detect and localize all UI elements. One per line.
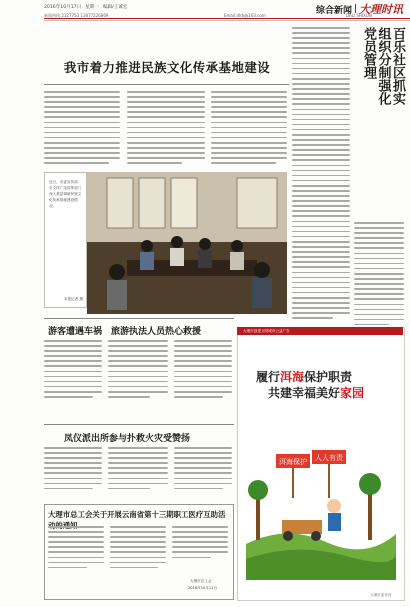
- photo-caption-box: [44, 172, 87, 308]
- poster-footer: 大理市委宣传: [370, 593, 392, 597]
- divider: [44, 84, 289, 85]
- photo-byline: 本报记者 摄: [63, 297, 83, 301]
- article-column: [44, 340, 102, 401]
- poster-top-bar: 大理市创建文明城市公益广告: [237, 327, 403, 335]
- poster-line-2: 共建幸福美好家园: [268, 386, 365, 400]
- divider: [44, 424, 234, 425]
- paper-logo: 大理时讯: [359, 3, 404, 16]
- meeting-photo: [87, 172, 287, 314]
- issue-line: 2016年10月17日 星期一 编辑/王诚宏: [44, 5, 128, 10]
- article-column: [174, 447, 232, 493]
- header-rule: [44, 18, 410, 19]
- poster-sign-2: 人人有责: [315, 454, 343, 462]
- notice-column: [48, 526, 104, 572]
- section-en: DALI SHIXUN: [346, 13, 372, 18]
- article-column: [174, 340, 232, 401]
- notice-date: 2016年10月11日: [188, 586, 218, 590]
- notice-org: 大理市总工会: [190, 579, 212, 583]
- notice-column: [110, 526, 166, 572]
- article-column: [108, 340, 168, 401]
- photo-caption: 近日，市委宣传部、市文体广电局等部门深入基层调研民族文化传承基地建设情况。: [49, 180, 82, 208]
- notice-headline: 大理市总工会关于开展云南省第十三期职工医疗互助活: [48, 510, 226, 519]
- main-headline: 我市着力推进民族文化传承基地建设: [63, 60, 271, 75]
- poster-illustration: [246, 424, 396, 580]
- article-column: [292, 27, 350, 322]
- article-column: [44, 91, 120, 167]
- website: Email:dlrb@163.com: [224, 13, 266, 18]
- divider: [44, 318, 234, 319]
- article-column: [127, 91, 205, 167]
- article3-headline: 凤仪派出所参与扑救火灾受赞扬: [64, 434, 191, 444]
- article-column: [354, 222, 404, 329]
- header-rule-2: [44, 20, 410, 21]
- poster-line-1: 履行洱海保护职责: [256, 370, 353, 384]
- section-title: 综合新闻: [316, 6, 353, 16]
- article-column: [44, 447, 102, 493]
- notice-column: [172, 526, 228, 562]
- contacts: 新闻热线:2127753 13877226869: [44, 13, 109, 18]
- article-column: [108, 447, 168, 493]
- poster-sign-1: 洱海保护: [279, 458, 307, 466]
- article2-headline: 游客遭遇车祸 旅游执法人员热心救援: [48, 327, 202, 337]
- article-column: [211, 91, 287, 167]
- right-headline: 百乐社区抓实 组织分制强化 党员管理: [361, 27, 405, 105]
